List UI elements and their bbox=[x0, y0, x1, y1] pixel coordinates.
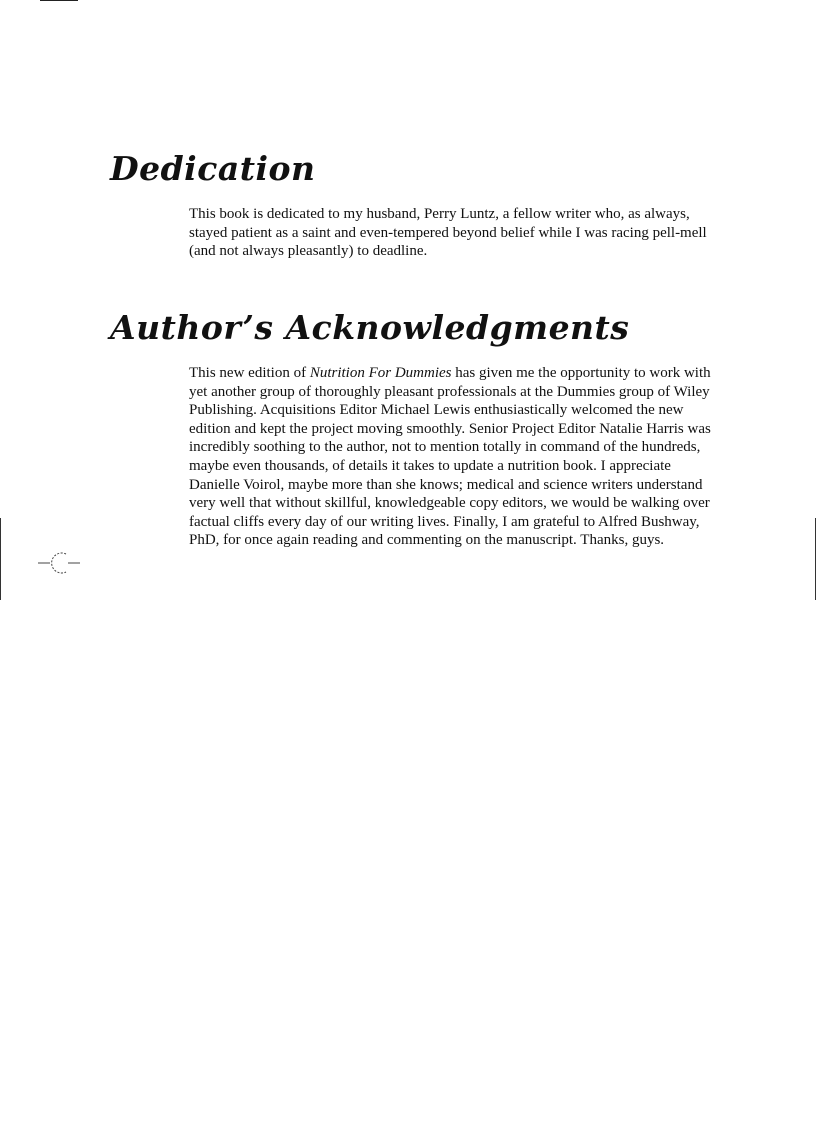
acknowledgments-text-start: This new edition of bbox=[189, 365, 310, 381]
acknowledgments-heading: Author’s Acknowledgments bbox=[110, 308, 630, 347]
dedication-paragraph: This book is dedicated to my husband, Perry Luntz, a fellow writer who, as always, stayed patient as a saint and even-tempered beyond belief while I was racing pell-mell (and not always pleasantly) to deadline. bbox=[189, 206, 707, 260]
book-title: Nutrition For Dummies bbox=[309, 365, 452, 381]
top-trim-mark bbox=[40, 0, 78, 1]
dedication-heading: Dedication bbox=[110, 149, 316, 188]
registration-mark-icon bbox=[38, 550, 80, 576]
acknowledgments-paragraph bbox=[189, 364, 721, 550]
left-crop-mark bbox=[0, 518, 1, 600]
acknowledgments-text-rest: has given me the opportunity to work with yet another group of thoroughly pleasant professionals at the Dummies group of Wiley Publishing. Acquisitions Editor Michael Lewis enthusiastically welcomed the new edition and kept the project moving smoothly. Senior Project Editor Natalie Harris was incredibly soothing to the author, not to mention totally in command of the hundreds, maybe even thousands, of details it takes to update a nutrition book. I appreciate Danielle Voirol, maybe more than she knows; medical and science writers understand very well that without skillful, knowledgeable copy editors, we would be walking over factual cliffs every day of our writing lives. Finally, I am grateful to Alfred Bushway, PhD, for once again reading and commenting on the manuscript. Thanks, guys. bbox=[189, 365, 711, 549]
